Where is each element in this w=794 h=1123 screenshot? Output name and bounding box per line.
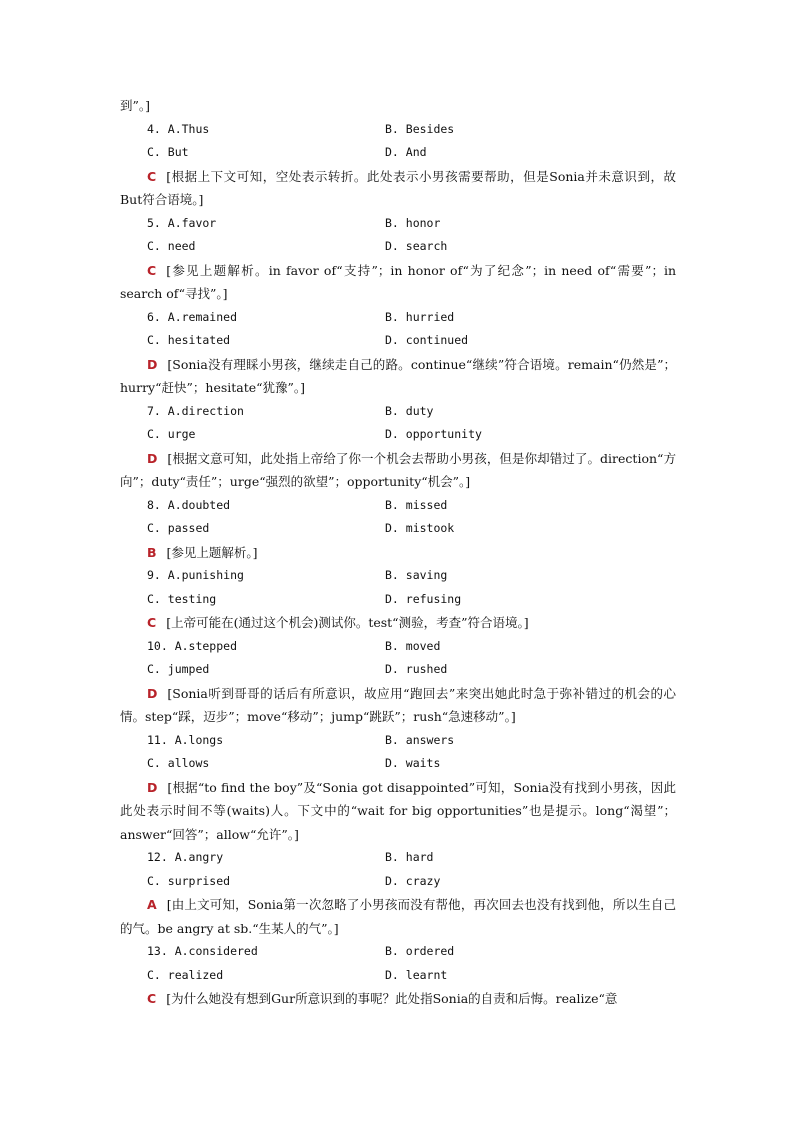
- option-row: [120, 494, 676, 518]
- option-a: 6. A.remained: [147, 309, 238, 324]
- answer-letter: C: [147, 615, 157, 630]
- option-b: B. duty: [385, 403, 434, 418]
- option-row: [120, 235, 676, 259]
- option-b: B. hurried: [385, 309, 455, 324]
- option-c: C. But: [147, 145, 189, 159]
- option-row: [120, 846, 676, 870]
- option-b: B. saving: [385, 568, 448, 582]
- option-row: [120, 940, 676, 964]
- option-a: 10. A.stepped: [147, 638, 238, 653]
- option-a: 5. A.favor: [147, 215, 217, 230]
- option-row: [120, 423, 676, 447]
- answer-explanation: [120, 447, 676, 494]
- question-block: [120, 940, 676, 1011]
- option-a: 13. A.considered: [147, 944, 258, 958]
- option-row: [120, 870, 676, 894]
- option-d: D. search: [385, 239, 448, 253]
- answer-letter: B: [147, 544, 157, 560]
- explanation-text: [上帝可能在(通过这个机会)测试你。test“测验，考查”符合语境。]: [166, 615, 529, 630]
- option-d: D. waits: [385, 756, 441, 770]
- option-row: [120, 729, 676, 753]
- option-c: C. urge: [147, 427, 196, 441]
- option-row: [120, 400, 676, 424]
- question-block: [120, 564, 676, 635]
- option-row: [120, 141, 676, 165]
- option-row: [120, 752, 676, 776]
- option-c: C. need: [147, 239, 196, 253]
- answer-letter: C: [147, 991, 157, 1006]
- answer-explanation: [120, 259, 676, 306]
- option-row: [120, 964, 676, 988]
- option-c: C. surprised: [147, 873, 231, 888]
- option-d: D. rushed: [385, 662, 448, 676]
- option-a: 11. A.longs: [147, 732, 224, 747]
- option-d: D. crazy: [385, 873, 441, 888]
- option-c: C. realized: [147, 967, 224, 982]
- answer-explanation: [120, 776, 676, 847]
- option-a: 4. A.Thus: [147, 121, 210, 136]
- explanation-text: [参见上题解析。in favor of“支持”；in honor of“为了纪念”；in need of“需要”；in search of“寻找”。]: [120, 262, 676, 301]
- option-a: 9. A.punishing: [147, 568, 244, 582]
- answer-letter: A: [147, 897, 157, 912]
- option-row: [120, 517, 676, 541]
- option-d: D. And: [385, 145, 427, 159]
- answer-explanation: [120, 987, 676, 1011]
- document-page: [120, 94, 676, 1011]
- answer-letter: C: [147, 262, 157, 278]
- explanation-text: [根据上下文可知，空处表示转折。此处表示小男孩需要帮助，但是Sonia并未意识到，故But符合语境。]: [120, 168, 676, 207]
- option-row: [120, 658, 676, 682]
- answer-letter: D: [147, 685, 158, 701]
- question-block: [120, 635, 676, 729]
- explanation-text: [根据“to find the boy”及“Sonia got disappointed”可知，Sonia没有找到小男孩，因此此处表示时间不等(waits)人。下文中的“wait for big opportunities”也是提示。long“渴望”；answer“回答”；allow“允许”。]: [120, 779, 676, 842]
- answer-letter: D: [147, 450, 158, 466]
- option-b: B. honor: [385, 215, 441, 230]
- option-b: B. answers: [385, 732, 455, 747]
- question-block: [120, 212, 676, 306]
- question-block: [120, 306, 676, 400]
- option-a: 7. A.direction: [147, 403, 244, 418]
- continued-text-line: 到”。]: [120, 98, 151, 113]
- option-a: 8. A.doubted: [147, 497, 231, 512]
- question-block: [120, 400, 676, 494]
- answer-explanation: [120, 682, 676, 729]
- option-row: [120, 564, 676, 588]
- option-c: C. allows: [147, 756, 210, 770]
- option-c: C. passed: [147, 521, 210, 535]
- option-row: [120, 329, 676, 353]
- answer-explanation: [120, 353, 676, 400]
- option-b: B. hard: [385, 850, 434, 864]
- explanation-text: [为什么她没有想到Gur所意识到的事呢？此处指Sonia的自责和后悔。realize“意: [166, 991, 618, 1006]
- answer-explanation: [120, 541, 676, 565]
- option-c: C. hesitated: [147, 333, 231, 347]
- option-d: D. refusing: [385, 591, 462, 606]
- option-d: D. mistook: [385, 521, 455, 535]
- answer-letter: C: [147, 168, 157, 184]
- question-list: [120, 118, 676, 1011]
- explanation-text: [参见上题解析。]: [166, 544, 258, 560]
- option-b: B. moved: [385, 638, 441, 653]
- option-row: [120, 635, 676, 659]
- option-row: [120, 212, 676, 236]
- option-row: [120, 588, 676, 612]
- answer-letter: D: [147, 356, 158, 372]
- question-block: [120, 846, 676, 940]
- option-b: B. Besides: [385, 121, 455, 136]
- option-d: D. continued: [385, 333, 469, 347]
- answer-explanation: [120, 611, 676, 635]
- option-c: C. jumped: [147, 662, 210, 676]
- answer-letter: D: [147, 779, 158, 795]
- explanation-text: [由上文可知，Sonia第一次忽略了小男孩而没有帮他，再次回去也没有找到他，所以生自己的气。be angry at sb.“生某人的气”。]: [120, 897, 676, 936]
- question-block: [120, 729, 676, 847]
- explanation-text: [根据文意可知，此处指上帝给了你一个机会去帮助小男孩，但是你却错过了。direction“方向”；duty“责任”；urge“强烈的欲望”；opportunity“机会”。]: [120, 450, 676, 489]
- option-b: B. ordered: [385, 944, 455, 958]
- explanation-text: [Sonia听到哥哥的话后有所意识，故应用“跑回去”来突出她此时急于弥补错过的机会的心情。step“踩，迈步”；move“移动”；jump“跳跃”；rush“急速移动”。]: [120, 685, 676, 724]
- explanation-text: [Sonia没有理睬小男孩，继续走自己的路。continue“继续”符合语境。remain“仍然是”；hurry“赶快”；hesitate“犹豫”。]: [120, 356, 676, 395]
- option-a: 12. A.angry: [147, 850, 224, 864]
- question-block: [120, 494, 676, 565]
- option-c: C. testing: [147, 591, 217, 606]
- option-d: D. opportunity: [385, 427, 482, 441]
- option-d: D. learnt: [385, 967, 448, 982]
- option-row: [120, 306, 676, 330]
- option-b: B. missed: [385, 497, 448, 512]
- option-row: [120, 118, 676, 142]
- answer-explanation: [120, 893, 676, 940]
- question-block: [120, 118, 676, 212]
- answer-explanation: [120, 165, 676, 212]
